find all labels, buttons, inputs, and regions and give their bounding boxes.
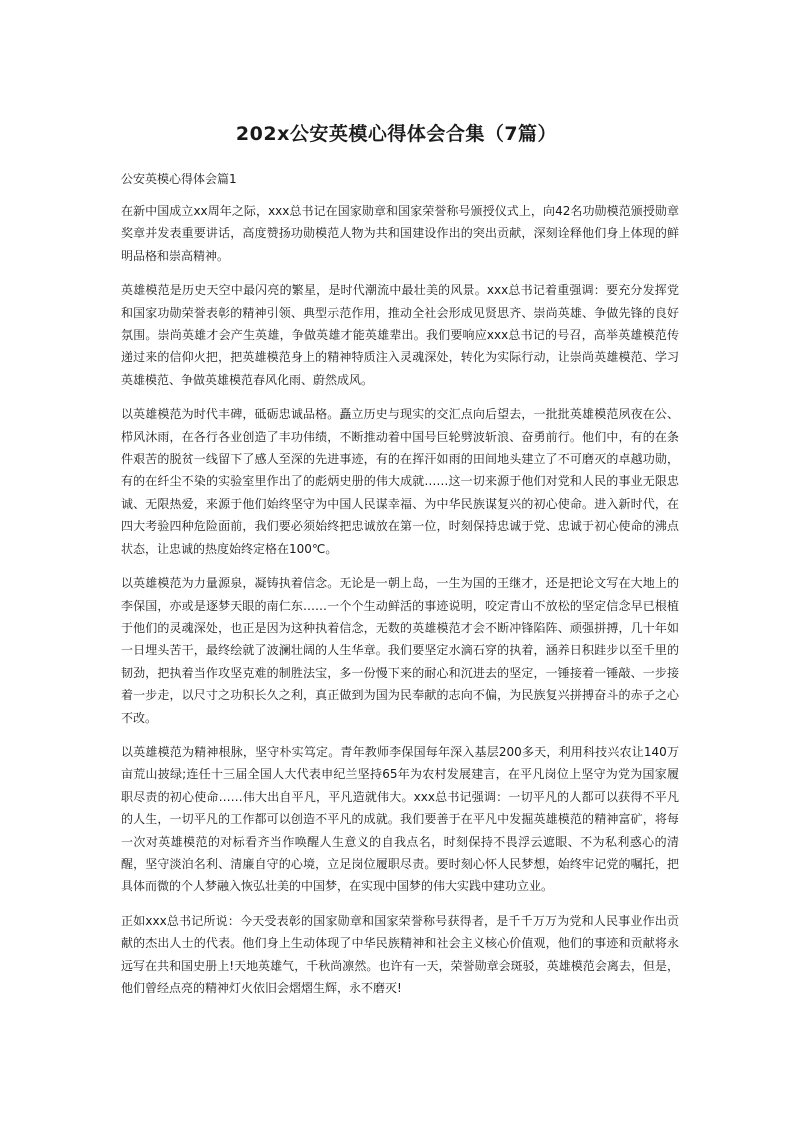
paragraph: 以英雄模范为力量源泉，凝铸执着信念。无论是一朝上岛，一生为国的王继才，还是把论文写在大地上的李保国，亦或是逐梦天眼的南仁东……一个个生动鲜活的事迹说明，咬定青山不放松的坚定信念早已根植于他们的灵魂深处，也正是因为这种执着信念，无数的英雄模范才会不断冲锋陷阵、顽强拼搏，几十年如一日埋头苦干，最终绘就了波澜壮阔的人生华章。我们要坚定水滴石穿的执着，涵养日积跬步以至千里的韧劲，把执着当作攻坚克难的制胜法宝，多一份慢下来的耐心和沉进去的坚定，一锤接着一锤敲、一步接着一步走，以尺寸之功积长久之利，真正做到为国为民奉献的志向不偏，为民族复兴拼搏奋斗的赤子之心不改。 xyxy=(121,576,679,725)
document-title: 202x公安英模心得体会合集（7篇） xyxy=(235,123,558,145)
paragraph: 正如xxx总书记所说：今天受表彰的国家勋章和国家荣誉称号获得者，是千千万万为党和人民事业作出贡献的杰出人士的代表。他们身上生动体现了中华民族精神和社会主义核心价值观，他们的事迹和贡献将永远写在共和国史册上!天地英雄气，千秋尚凛然。也许有一天，荣誉勋章会斑驳，英雄模范会离去，但是，他们曾经点亮的精神灯火依旧会熠熠生辉，永不磨灭! xyxy=(121,913,679,995)
paragraph: 以英雄模范为时代丰碑，砥砺忠诚品格。矗立历史与现实的交汇点向后望去，一批批英雄模范夙夜在公、栉风沐雨，在各行各业创造了丰功伟绩，不断推动着中国号巨轮劈波斩浪、奋勇前行。他们中，有的在条件艰苦的脱贫一线留下了感人至深的先进事迹，有的在挥汗如雨的田间地头建立了不可磨灭的卓越功勋，有的在纤尘不染的实验室里作出了的彪炳史册的伟大成就……这一切来源于他们对党和人民的事业无限忠诚、无限热爱，来源于他们始终坚守为中国人民谋幸福、为中华民族谋复兴的初心使命。进入新时代，在四大考验四种危险面前，我们要必须始终把忠诚放在第一位，时刻保持忠诚于党、忠诚于初心使命的沸点状态，让忠诚的热度始终定格在100℃。 xyxy=(121,407,679,556)
section-heading: 公安英模心得体会篇1 xyxy=(121,172,237,186)
document-body xyxy=(121,200,679,1011)
paragraph: 在新中国成立xx周年之际，xxx总书记在国家勋章和国家荣誉称号颁授仪式上，向42名功勋模范颁授勋章奖章并发表重要讲话，高度赞扬功勋模范人物为共和国建设作出的突出贡献，深刻诠释他们身上体现的鲜明品格和崇高精神。 xyxy=(121,204,679,263)
paragraph: 以英雄模范为精神根脉，坚守朴实笃定。青年教师李保国每年深入基层200多天，利用科技兴农让140万亩荒山披绿;连任十三届全国人大代表申纪兰坚持65年为农村发展建言，在平凡岗位上坚守为党为国家履职尽责的初心使命……伟大出自平凡，平凡造就伟大。xxx总书记强调：一切平凡的人都可以获得不平凡的人生，一切平凡的工作都可以创造不平凡的成就。我们要善于在平凡中发掘英雄模范的精神富矿，将每一次对英雄模范的对标看齐当作唤醒人生意义的自我点名，时刻保持不畏浮云遮眼、不为私利惑心的清醒，坚守淡泊名利、清廉自守的心境，立足岗位履职尽责。要时刻心怀人民梦想，始终牢记党的嘱托，把具体而微的个人梦融入恢弘壮美的中国梦，在实现中国梦的伟大实践中建功立业。 xyxy=(121,744,679,894)
paragraph: 英雄模范是历史天空中最闪亮的繁星，是时代潮流中最壮美的风景。xxx总书记着重强调：要充分发挥党和国家功勋荣誉表彰的精神引领、典型示范作用，推动全社会形成见贤思齐、崇尚英雄、争做先锋的良好氛围。崇尚英雄才会产生英雄，争做英雄才能英雄辈出。我们要响应xxx总书记的号召，高举英雄模范传递过来的信仰火把，把英雄模范身上的精神特质注入灵魂深处，转化为实际行动，让崇尚英雄模范、学习英雄模范、争做英雄模范春风化雨、蔚然成风。 xyxy=(121,283,679,387)
